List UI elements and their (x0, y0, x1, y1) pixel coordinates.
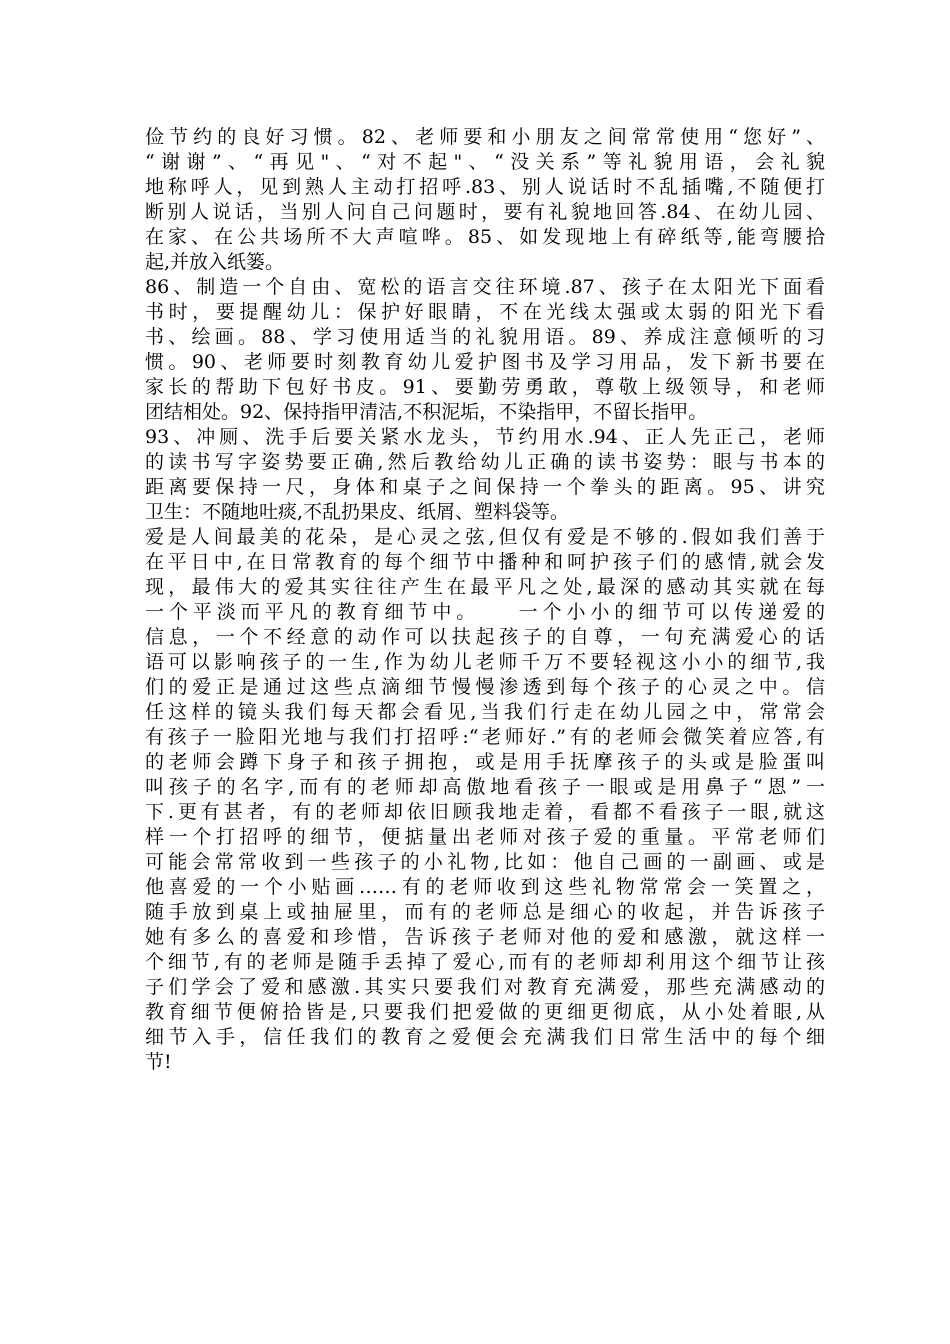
text-line: 在家、在公共场所不大声喧哗。85、如发现地上有碎纸等,能弯腰拾 (145, 226, 825, 248)
paragraph-1 (145, 125, 825, 275)
text-line: 断别人说话，当别人问自己问题时，要有礼貌地回答.84、在幼儿园、 (145, 201, 825, 223)
text-line: 爱是人间最美的花朵，是心灵之弦,但仅有爱是不够的.假如我们善于 (145, 526, 825, 548)
text-line: 下.更有甚者，有的老师却依旧顾我地走着，看都不看孩子一眼,就这 (145, 801, 825, 823)
text-line: 书、绘画。88、学习使用适当的礼貌用语。89、养成注意倾听的习 (145, 326, 825, 348)
text-line: 的读书写字姿势要正确,然后教给幼儿正确的读书姿势：眼与书本的 (145, 451, 825, 473)
text-line: “谢谢”、“再见"、“对不起"、“没关系”等礼貌用语，会礼貌 (145, 151, 825, 173)
paragraph-3 (145, 425, 825, 525)
text-line: 有孩子一脸阳光地与我们打招呼:“老师好.”有的老师会微笑着应答,有 (145, 726, 825, 748)
text-line: 距离要保持一尺，身体和桌子之间保持一个拳头的距离。95、讲究 (145, 476, 825, 498)
text-line: 现，最伟大的爱其实往往产生在最平凡之处,最深的感动其实就在每 (145, 576, 825, 598)
text-line: 一个平淡而平凡的教育细节中。 一个小小的细节可以传递爱的 (145, 601, 825, 623)
text-line: 卫生：不随地吐痰,不乱扔果皮、纸屑、塑料袋等。 (145, 501, 570, 523)
paragraph-2 (145, 275, 825, 425)
text-line: 惯。90、老师要时刻教育幼儿爱护图书及学习用品，发下新书要在 (145, 351, 825, 373)
text-line: 团结相处。92、保持指甲清洁,不积泥垢，不染指甲，不留长指甲。 (145, 401, 708, 423)
text-line: 的老师会蹲下身子和孩子拥抱，或是用手抚摩孩子的头或是脸蛋叫 (145, 751, 825, 773)
document-body (145, 125, 825, 1075)
text-line: 叫孩子的名字,而有的老师却高傲地看孩子一眼或是用鼻子“恩”一 (145, 776, 825, 798)
text-line: 节! (145, 1051, 172, 1073)
text-line: 可能会常常收到一些孩子的小礼物,比如：他自己画的一副画、或是 (145, 851, 825, 873)
text-line: 任这样的镜头我们每天都会看见,当我们行走在幼儿园之中，常常会 (145, 701, 825, 723)
text-line: 信息，一个不经意的动作可以扶起孩子的自尊，一句充满爱心的话 (145, 626, 825, 648)
text-line: 她有多么的喜爱和珍惜，告诉孩子老师对他的爱和感激，就这样一 (145, 926, 825, 948)
text-line: 个细节,有的老师是随手丢掉了爱心,而有的老师却利用这个细节让孩 (145, 951, 825, 973)
text-line: 随手放到桌上或抽屉里，而有的老师总是细心的收起，并告诉孩子 (145, 901, 825, 923)
text-line: 他喜爱的一个小贴画……有的老师收到这些礼物常常会一笑置之， (145, 876, 825, 898)
text-line: 语可以影响孩子的一生,作为幼儿老师千万不要轻视这小小的细节,我 (145, 651, 825, 673)
text-line: 在平日中,在日常教育的每个细节中播种和呵护孩子们的感情,就会发 (145, 551, 825, 573)
text-line: 起,并放入纸篓。 (145, 251, 285, 273)
text-line: 86、制造一个自由、宽松的语言交往环境.87、孩子在太阳光下面看 (145, 276, 825, 298)
text-line: 细节入手，信任我们的教育之爱便会充满我们日常生活中的每个细 (145, 1026, 825, 1048)
text-line: 俭节约的良好习惯。82、老师要和小朋友之间常常使用“您好”、 (145, 126, 825, 148)
text-line: 们的爱正是通过这些点滴细节慢慢渗透到每个孩子的心灵之中。信 (145, 676, 825, 698)
text-line: 样一个打招呼的细节，便掂量出老师对孩子爱的重量。平常老师们 (145, 826, 825, 848)
paragraph-4 (145, 525, 825, 1075)
text-line: 教育细节便俯拾皆是,只要我们把爱做的更细更彻底，从小处着眼,从 (145, 1001, 825, 1023)
text-line: 书时，要提醒幼儿：保护好眼睛，不在光线太强或太弱的阳光下看 (145, 301, 825, 323)
text-line: 93、冲厕、洗手后要关紧水龙头，节约用水.94、正人先正己，老师 (145, 426, 825, 448)
text-line: 子们学会了爱和感激.其实只要我们对教育充满爱，那些充满感动的 (145, 976, 825, 998)
text-line: 地称呼人，见到熟人主动打招呼.83、别人说话时不乱插嘴,不随便打 (145, 176, 825, 198)
text-line: 家长的帮助下包好书皮。91、要勤劳勇敢，尊敬上级领导，和老师 (145, 376, 825, 398)
